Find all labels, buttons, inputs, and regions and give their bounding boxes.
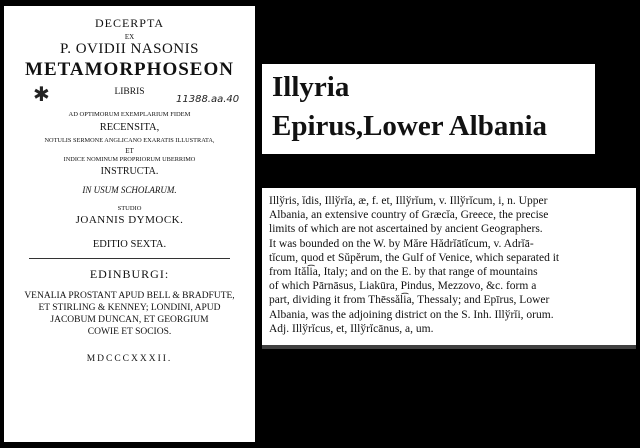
title-divider xyxy=(29,258,230,259)
title-libris: LIBRIS xyxy=(114,87,145,97)
imprint-line: JACOBUM DUNCAN, ET GEORGIUM xyxy=(50,315,209,325)
title-notulis: NOTULIS SERMONE ANGLICANO EXARATIS ILLUSTRATA, xyxy=(44,137,215,144)
imprint-line: COWIE ET SOCIOS. xyxy=(87,327,172,337)
cropped-next-line xyxy=(262,345,636,349)
heading-illyria: Illyria xyxy=(272,71,350,103)
title-et: ET xyxy=(125,147,134,155)
entry-line: tĭcum, quod et Sŭpĕrum, the Gulf of Venice, which separated it xyxy=(269,251,560,264)
title-editor: JOANNIS DYMOCK. xyxy=(75,214,184,226)
entry-line: Albania, was the adjoining district on the S. Inh. Illўrĭi, orum. xyxy=(269,308,554,321)
title-studio: STUDIO xyxy=(117,205,142,212)
entry-line: It was bounded on the W. by Măre Hădrĭātĭcum, v. Adrĭā- xyxy=(269,237,534,250)
entry-line: part, dividing it from Thēssăl͡ia, Thessaly; and Epīrus, Lower xyxy=(269,294,550,307)
handwritten-shelfmark: 11388.aa.40 xyxy=(176,94,240,105)
entry-line: from Ităl͡ia, Italy; and on the E. by that range of mountains xyxy=(269,266,538,279)
title-decerpta: DECERPTA xyxy=(94,16,165,30)
title-ex: EX xyxy=(124,33,135,41)
title-author: P. OVIDII NASONIS xyxy=(60,41,199,57)
entry-line: Albania, an extensive country of Græcĭa, Greece, the precise xyxy=(269,209,549,222)
imprint-line: ET STIRLING & KENNEY; LONDINI, APUD xyxy=(38,303,221,313)
title-ad-optimorum: AD OPTIMORUM EXEMPLARIUM FIDEM xyxy=(68,111,191,118)
title-place: EDINBURGI: xyxy=(89,267,170,281)
heading-epirus: Epirus,Lower Albania xyxy=(272,110,548,142)
dictionary-entry-panel xyxy=(262,188,636,345)
title-instructa: INSTRUCTA. xyxy=(100,166,159,177)
title-imprint xyxy=(4,290,255,338)
title-date: MDCCCXXXII. xyxy=(86,354,173,364)
entry-line: of which Pārnāsus, Liakūra, Pindus, Mezzovo, &c. form a xyxy=(269,280,537,293)
imprint-line: VENALIA PROSTANT APUD BELL & BRADFUTE, xyxy=(24,291,235,301)
title-recensita: RECENSITA, xyxy=(99,122,160,133)
asterisk-mark-icon: ✱ xyxy=(33,82,50,106)
title-edition: EDITIO SEXTA. xyxy=(92,239,167,250)
entry-line: Illўris, ĭdis, Illўrĭa, æ, f. et, Illўrĭum, v. Illўrĭcum, i, n. Upper xyxy=(269,195,548,207)
entry-line: Adj. Illўrĭcus, et, Illўrĭcānus, a, um. xyxy=(269,322,434,335)
entry-line: limits of which are not ascertained by ancient Geographers. xyxy=(269,223,543,236)
title-metamorphoseon: METAMORPHOSEON xyxy=(25,59,234,80)
heading-panel xyxy=(262,64,595,154)
title-in-usum: IN USUM SCHOLARUM. xyxy=(82,185,177,195)
title-indice: INDICE NOMINUM PROPRIORUM UBERRIMO xyxy=(63,156,196,163)
title-page-scan xyxy=(4,6,255,442)
